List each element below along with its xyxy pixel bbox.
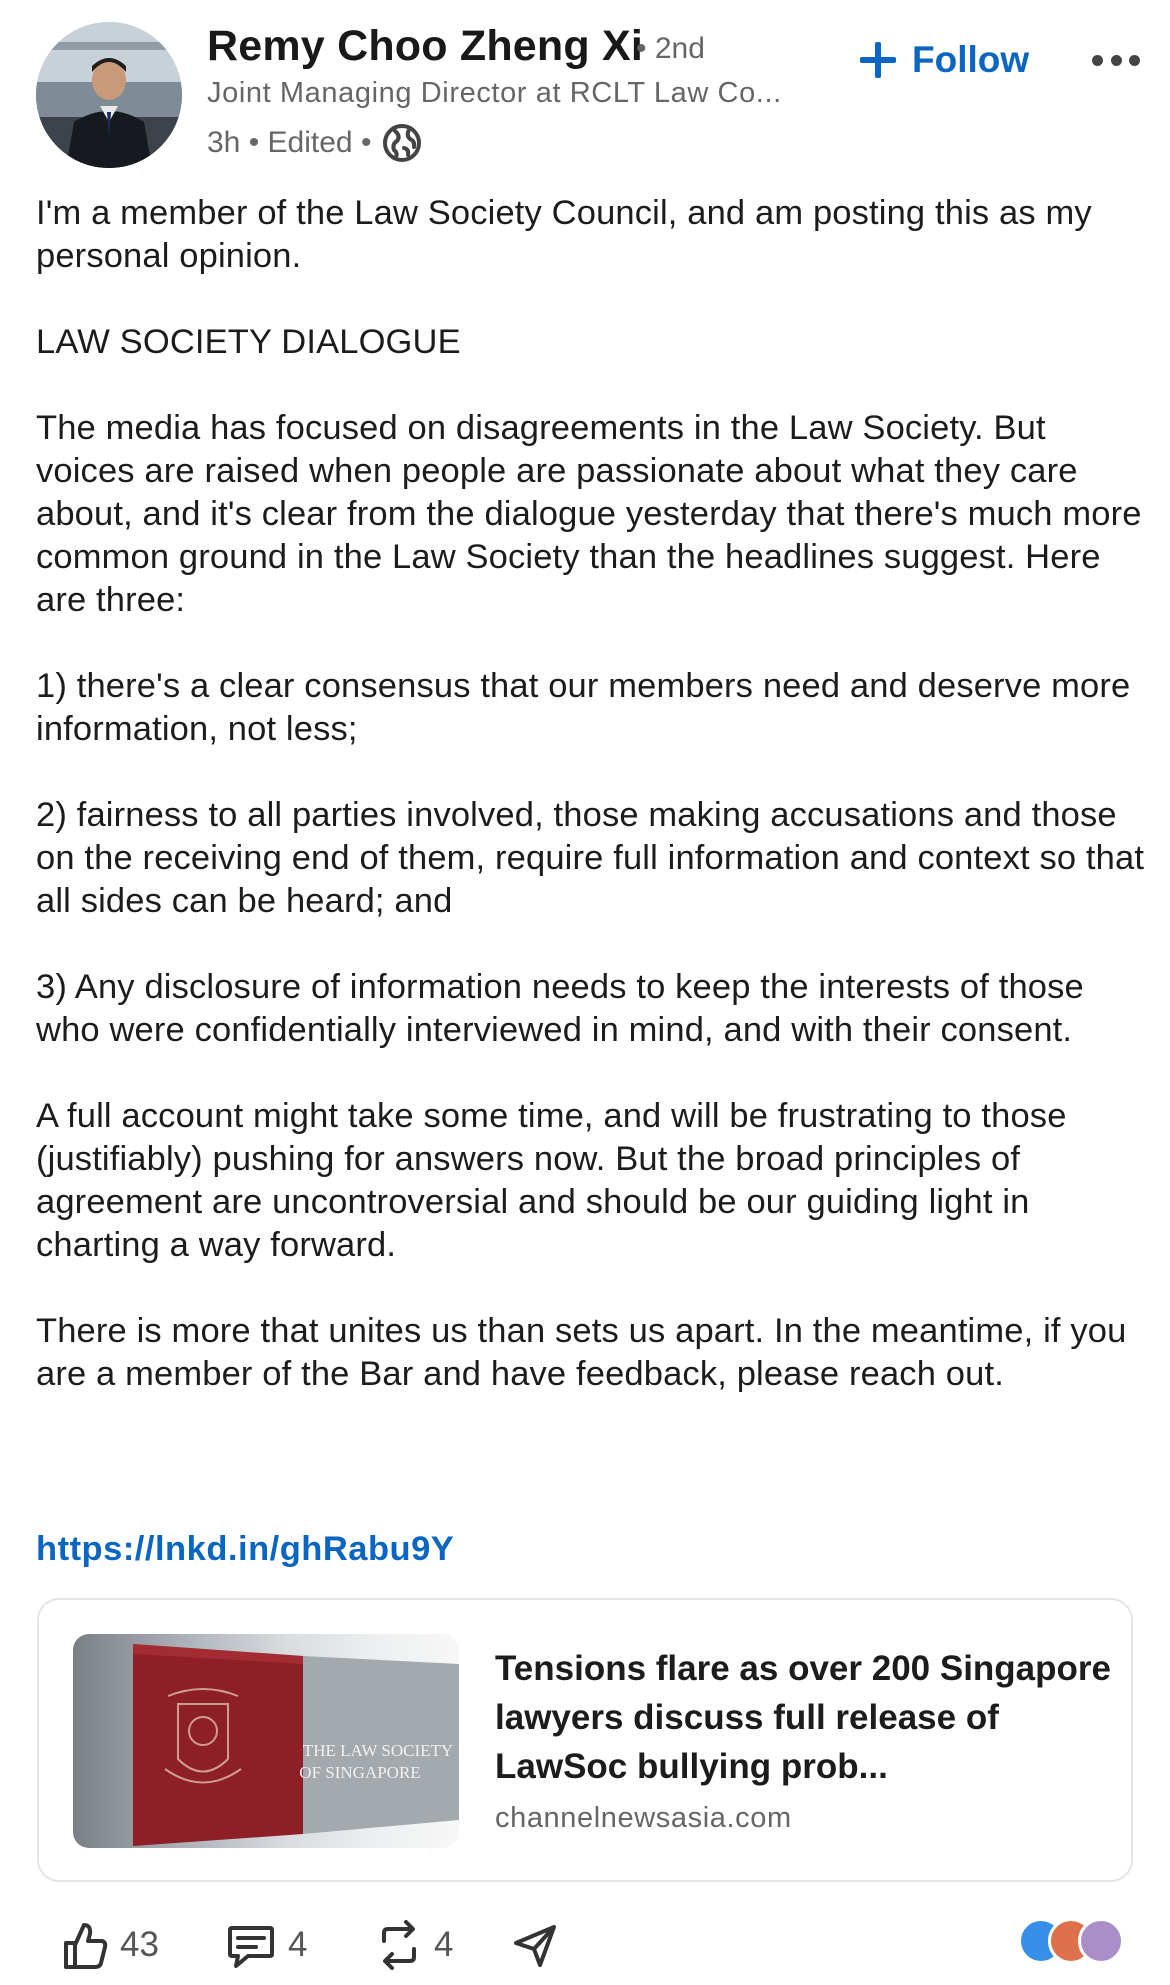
more-dot-icon — [1111, 55, 1122, 66]
repost-button[interactable] — [376, 1910, 453, 1980]
support-reaction-icon — [1078, 1918, 1124, 1964]
link-preview-card[interactable] — [37, 1598, 1133, 1882]
author-headline[interactable]: Joint Managing Director at RCLT Law Co... — [207, 77, 782, 109]
card-image-sign-line2: OF SINGAPORE — [299, 1763, 421, 1782]
comment-icon — [226, 1920, 276, 1970]
post-paragraph: A full account might take some time, and will be frustrating to those (justifiably) pushing for answers now. But the broad principles of agreement are uncontroversial and should be our guiding light in charting a way forward. — [36, 1097, 1067, 1264]
post-meta — [207, 122, 423, 164]
author-avatar[interactable] — [36, 22, 182, 168]
comment-button[interactable] — [226, 1910, 307, 1980]
link-preview-title[interactable]: Tensions flare as over 200 Singapore lawyers discuss full release of LawSoc bullying prob... — [495, 1649, 1111, 1786]
author-name[interactable]: Remy Choo Zheng Xi — [207, 22, 644, 70]
connection-degree: • 2nd — [636, 32, 705, 65]
like-count: 43 — [120, 1925, 159, 1964]
card-image-sign-line1: THE LAW SOCIETY — [302, 1741, 454, 1760]
like-icon — [62, 1919, 108, 1971]
more-options-button[interactable] — [1092, 48, 1140, 72]
more-dot-icon — [1129, 55, 1140, 66]
send-button[interactable] — [512, 1910, 570, 1980]
reactions-summary[interactable] — [1018, 1918, 1138, 1968]
like-button[interactable] — [62, 1910, 159, 1980]
social-actions-bar — [0, 1910, 1170, 1985]
post-paragraph: 3) Any disclosure of information needs to keep the interests of those who were confidentially interviewed in mind, and with their consent. — [36, 968, 1084, 1049]
post-body — [36, 192, 1146, 1396]
link-preview-source: channelnewsasia.com — [495, 1802, 792, 1834]
send-icon — [512, 1921, 558, 1969]
post-paragraph: The media has focused on disagreements in the Law Society. But voices are raised when people are passionate about what they care about, and it's clear from the dialogue yesterday that there's much more common ground in the Law Society than the headlines suggest. Here are three: — [36, 409, 1142, 619]
post-paragraph: 2) fairness to all parties involved, those making accusations and those on the receiving end of them, require full information and context so that all sides can be heard; and — [36, 796, 1145, 920]
comment-count: 4 — [288, 1925, 308, 1964]
repost-count: 4 — [434, 1925, 454, 1964]
follow-button[interactable] — [858, 30, 1029, 90]
link-preview-image — [73, 1634, 459, 1848]
post-paragraph: I'm a member of the Law Society Council, and am posting this as my personal opinion. — [36, 194, 1092, 275]
post-header — [0, 0, 1170, 170]
more-dot-icon — [1092, 55, 1103, 66]
post-paragraph: LAW SOCIETY DIALOGUE — [36, 323, 461, 361]
post-paragraph: There is more that unites us than sets us apart. In the meantime, if you are a member of the Bar and have feedback, please reach out. — [36, 1312, 1127, 1393]
plus-icon — [858, 40, 898, 80]
repost-icon — [376, 1919, 422, 1971]
globe-icon — [381, 122, 423, 164]
post-meta-text: 3h • Edited • — [207, 126, 372, 159]
post-paragraph: 1) there's a clear consensus that our members need and deserve more information, not less; — [36, 667, 1131, 748]
follow-label: Follow — [912, 39, 1030, 80]
post-link[interactable]: https://lnkd.in/ghRabu9Y — [36, 1530, 455, 1568]
